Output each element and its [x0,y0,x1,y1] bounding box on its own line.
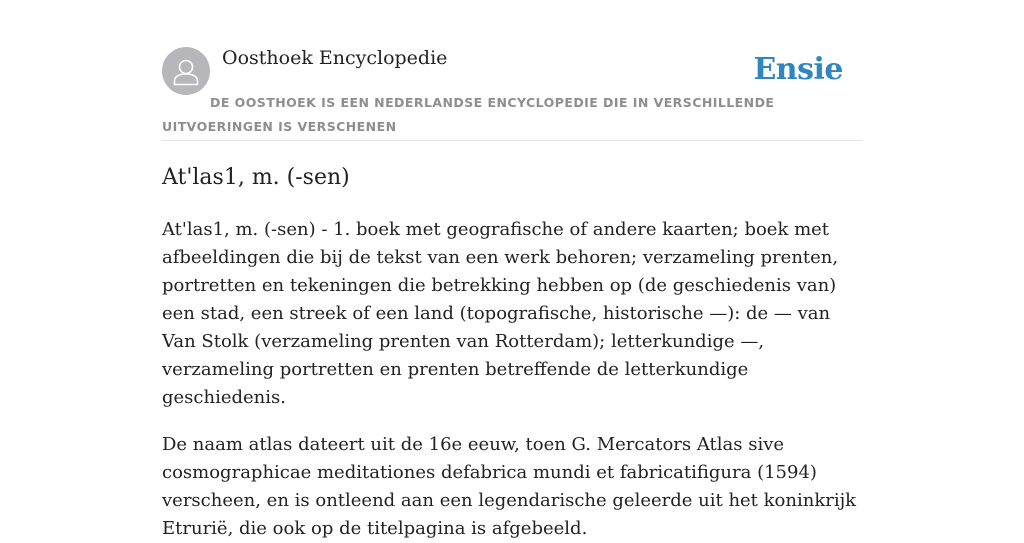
paragraph: De naam atlas dateert uit de 16e eeuw, toen G. Mercators Atlas sive cosmographicae meditationes defabrica mundi et fabricatifigura (1594) verscheen, en is ontleend aan een legendarische geleerde uit het koninkrijk Etrurië, die ook op de titelpagina is afgebeeld. [162,434,857,539]
source-description: DE OOSTHOEK IS EEN NEDERLANDSE ENCYCLOPEDIE DIE IN VERSCHILLENDE UITVOERINGEN IS VERSCHENEN [162,95,775,134]
paragraph: At'las1, m. (-sen) - 1. boek met geografische of andere kaarten; boek met afbeeldingen die bij de tekst van een werk behoren; verzameling prenten, portretten en tekeningen die betrekking hebben op (de geschiedenis van) een stad, een streek of een land (topografische, historische —): de — van Van Stolk (verzameling prenten van Rotterdam); letterkundige —, verzameling portretten en prenten betreffende de letterkundige geschiedenis. [162,219,839,408]
source-name[interactable]: Oosthoek Encyclopedie [222,47,448,69]
page-title: At'las1, m. (-sen) [162,165,350,190]
article [162,162,862,543]
user-icon[interactable] [162,47,210,95]
source-header [162,46,862,141]
brand-logo[interactable]: Ensie [753,52,843,87]
